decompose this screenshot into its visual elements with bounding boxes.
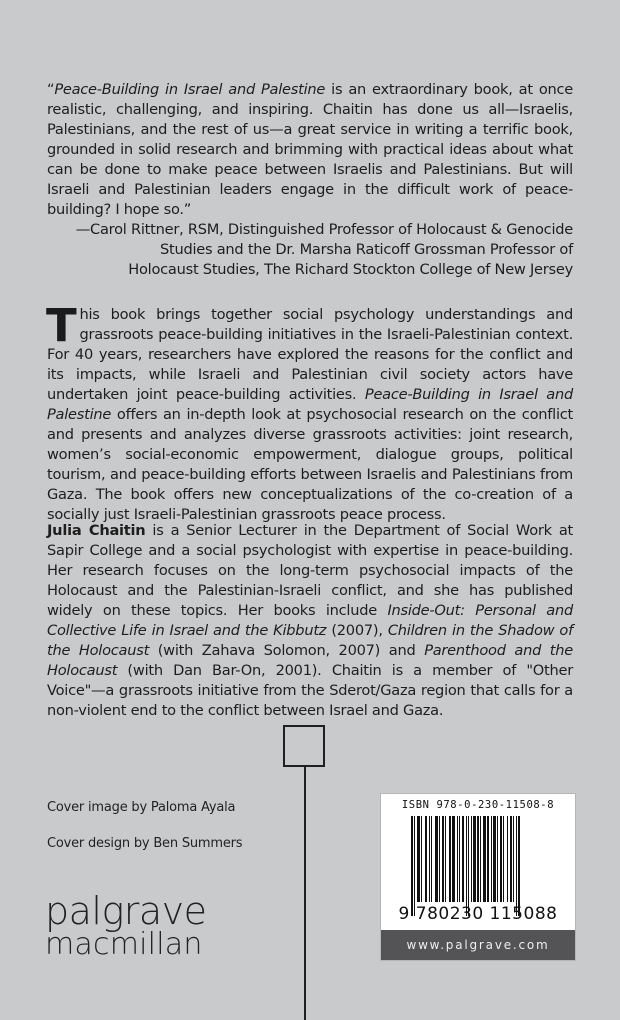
bio-text: is a Senior Lecturer in the Department of Social Work at Sapir College and a social psychologist with expertise in peace-building. Her research focuses on the long-term psychosocial impacts of the Holocaust and the Palestinian-Israeli conflict, and she has published widely on these topics. Her books include	[47, 522, 573, 619]
author-name: Julia Chaitin	[47, 522, 146, 539]
barcode-bars-icon	[411, 816, 555, 916]
description-text: offers an in-depth look at psychosocial research on the conflict and presents and analyzes diverse grassroots activities: joint research, women’s social-economic empowerment, dialogue groups, political tourism, and peace-building efforts between Israelis and Palestinians from Gaza. The book offers new conceptualizations of the co-creation of a socially just Israeli-Palestinian grassroots peace process.	[47, 406, 573, 523]
bio-text: (with Dan Bar-On, 2001). Chaitin is a member of "Other Voice"—a grassroots initiative from the Sderot/Gaza region that calls for a non-violent end to the conflict between Israel and Gaza.	[47, 662, 573, 719]
cover-image-credit: Cover image by Paloma Ayala	[47, 800, 236, 815]
description-text: his book brings together social psychology understandings and grassroots peace-building initiatives in the Israeli-Palestinian context. For 40 years, researchers have explored the reasons for the conflict and its impacts, while Israeli and Palestinian civil society actors have undertaken joint peace-building activities.	[47, 306, 573, 403]
quote-text	[47, 80, 573, 220]
publisher-logo	[45, 889, 207, 962]
description-book-title: Peace-Building in Israel and Palestine	[47, 386, 573, 423]
logo-line-macmillan: macmillan	[45, 927, 203, 962]
publisher-url: www.palgrave.com	[381, 930, 575, 960]
isbn-barcode	[380, 793, 576, 961]
ornament-vertical-line	[304, 767, 306, 1020]
bio-text: (with Zahava Solomon, 2007) and	[149, 642, 425, 659]
quote-body: is an extraordinary book, at once realistic, challenging, and inspiring. Chaitin has done us all—Israelis, Palestinians, and the rest of us—a great service in writing a terrific book, grounded in solid research and brimming with practical ideas about what can be done to make peace between Israelis and Palestinians. But will Israeli and Palestinian leaders engage in the difficult work of peace-building? I hope so.”	[47, 81, 573, 218]
endorsement-quote	[47, 80, 573, 280]
isbn-label: ISBN 978-0-230-11508-8	[401, 799, 555, 811]
bio-book-title: Inside-Out: Personal and Collective Life in Israel and the Kibbutz	[47, 602, 574, 639]
attribution-line: Studies and the Dr. Marsha Raticoff Grossman Professor of	[159, 241, 573, 258]
bio-text: (2007),	[326, 622, 388, 639]
description-paragraph	[46, 299, 573, 525]
quote-book-title: Peace-Building in Israel and Palestine	[54, 81, 326, 98]
ornament-square-icon	[283, 725, 325, 767]
attribution-line: —Carol Rittner, RSM, Distinguished Professor of Holocaust & Genocide	[75, 221, 573, 238]
author-paragraph	[47, 521, 573, 721]
quote-attribution	[47, 220, 573, 280]
drop-cap: T	[46, 299, 77, 352]
cover-design-credit: Cover design by Ben Summers	[47, 836, 243, 851]
bio-book-title: Children in the Shadow of the Holocaust	[47, 622, 573, 659]
author-bio	[47, 521, 573, 721]
barcode-digits: 9 780230 115088	[398, 904, 558, 924]
logo-line-palgrave: palgrave	[45, 889, 207, 933]
open-quote-mark: “	[47, 81, 55, 98]
bio-book-title: Parenthood and the Holocaust	[47, 642, 573, 679]
attribution-line: Holocaust Studies, The Richard Stockton College of New Jersey	[128, 261, 573, 278]
book-description	[46, 299, 573, 525]
